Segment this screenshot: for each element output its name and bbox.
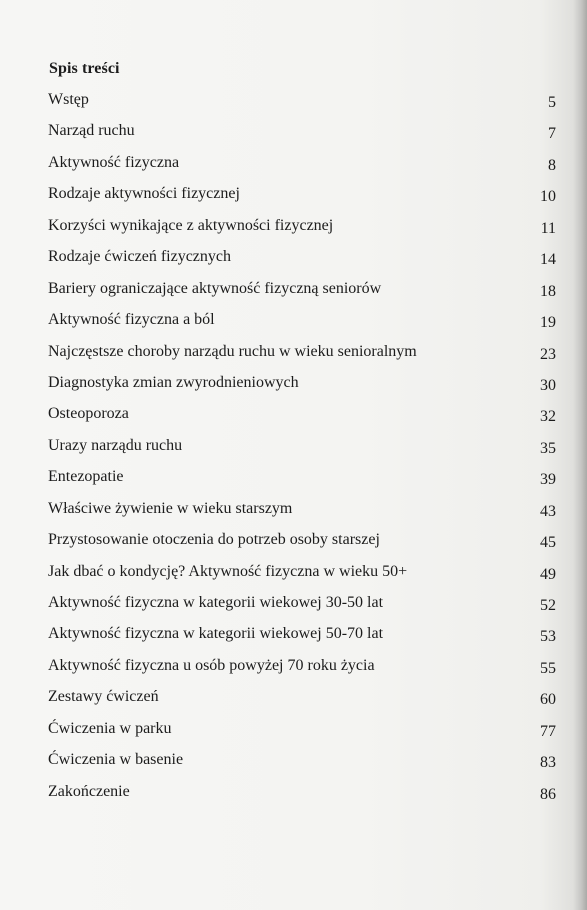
- toc-entry-page-number: 14: [540, 251, 556, 269]
- toc-entry: [48, 215, 556, 246]
- toc-entry: [48, 781, 556, 812]
- toc-entry-page-number: 52: [540, 597, 556, 614]
- toc-entry-page-number: 45: [540, 534, 556, 552]
- toc-entry: [48, 120, 556, 151]
- toc-entry-label: Zestawy ćwiczeń: [48, 688, 159, 706]
- toc-entry-label: Urazy narządu ruchu: [48, 436, 183, 454]
- toc-entry: [48, 655, 556, 686]
- toc-entry-page-number: 19: [540, 314, 556, 332]
- toc-entry: [48, 718, 556, 749]
- toc-entry: [48, 309, 556, 340]
- toc-entry-label: Narząd ruchu: [48, 122, 135, 140]
- toc-entry: [48, 529, 556, 560]
- toc-entry-label: Właściwe żywienie w wieku starszym: [48, 499, 293, 517]
- toc-entry-label: Ćwiczenia w basenie: [48, 751, 184, 769]
- toc-entry-page-number: 53: [540, 628, 556, 646]
- toc-entry: [48, 686, 556, 717]
- toc-entry-page-number: 5: [548, 94, 556, 111]
- toc-entry: [48, 623, 556, 654]
- toc-list: [48, 89, 556, 812]
- toc-entry-label: Bariery ograniczające aktywność fizyczną seniorów: [48, 279, 382, 297]
- toc-entry: [48, 466, 556, 497]
- toc-entry: [48, 592, 556, 623]
- toc-entry-label: Ćwiczenia w parku: [48, 719, 172, 737]
- toc-entry-label: Korzyści wynikające z aktywności fizycznej: [48, 216, 334, 234]
- toc-entry-page-number: 32: [540, 408, 556, 426]
- toc-entry-page-number: 11: [540, 219, 556, 237]
- toc-entry-label: Aktywność fizyczna: [48, 153, 180, 171]
- toc-title: Spis treści: [49, 60, 120, 77]
- toc-entry: [48, 749, 556, 780]
- toc-entry-label: Najczęstsze choroby narządu ruchu w wieku senioralnym: [48, 342, 417, 360]
- toc-entry-label: Aktywność fizyczna u osób powyżej 70 roku życia: [48, 656, 375, 674]
- toc-entry-label: Rodzaje ćwiczeń fizycznych: [48, 248, 232, 266]
- toc-entry-page-number: 39: [540, 471, 556, 489]
- toc-entry: [48, 341, 556, 372]
- toc-entry-page-number: 30: [540, 376, 556, 394]
- toc-entry: [48, 435, 556, 466]
- toc-entry: [48, 561, 556, 592]
- toc-entry: [48, 498, 556, 529]
- toc-entry: [48, 372, 556, 403]
- toc-entry-label: Entezopatie: [48, 468, 124, 486]
- toc-entry-label: Aktywność fizyczna a ból: [48, 311, 215, 329]
- toc-entry-page-number: 43: [540, 502, 556, 520]
- toc-entry-label: Zakończenie: [48, 782, 130, 800]
- page-edge-shadow: [573, 0, 587, 910]
- toc-entry-page-number: 49: [540, 565, 556, 583]
- toc-entry: [48, 183, 556, 214]
- toc-entry-page-number: 86: [540, 785, 556, 803]
- toc-entry: [48, 89, 556, 120]
- toc-entry: [48, 278, 556, 309]
- toc-entry-page-number: 7: [548, 125, 556, 143]
- toc-entry-page-number: 83: [540, 754, 556, 772]
- toc-entry-label: Rodzaje aktywności fizycznej: [48, 185, 240, 203]
- toc-entry-page-number: 10: [540, 188, 556, 206]
- toc-entry-page-number: 77: [540, 722, 556, 740]
- toc-entry: [48, 246, 556, 277]
- toc-entry-page-number: 23: [540, 345, 556, 363]
- toc-entry: [48, 152, 556, 183]
- toc-entry-label: Osteoporoza: [48, 405, 129, 423]
- toc-entry-page-number: 35: [540, 439, 556, 457]
- toc-entry-label: Przystosowanie otoczenia do potrzeb osoby starszej: [48, 531, 380, 549]
- toc-entry-page-number: 8: [548, 156, 556, 174]
- toc-entry-label: Diagnostyka zmian zwyrodnieniowych: [48, 373, 299, 391]
- toc-entry-label: Aktywność fizyczna w kategorii wiekowej 50-70 lat: [48, 625, 384, 643]
- toc-entry-label: Wstęp: [48, 91, 89, 108]
- toc-entry: [48, 403, 556, 434]
- toc-entry-label: Jak dbać o kondycję? Aktywność fizyczna w wieku 50+: [48, 562, 408, 580]
- toc-entry-label: Aktywność fizyczna w kategorii wiekowej 30-50 lat: [48, 594, 384, 611]
- toc-entry-page-number: 18: [540, 282, 556, 300]
- toc-entry-page-number: 55: [540, 659, 556, 677]
- toc-entry-page-number: 60: [540, 691, 556, 709]
